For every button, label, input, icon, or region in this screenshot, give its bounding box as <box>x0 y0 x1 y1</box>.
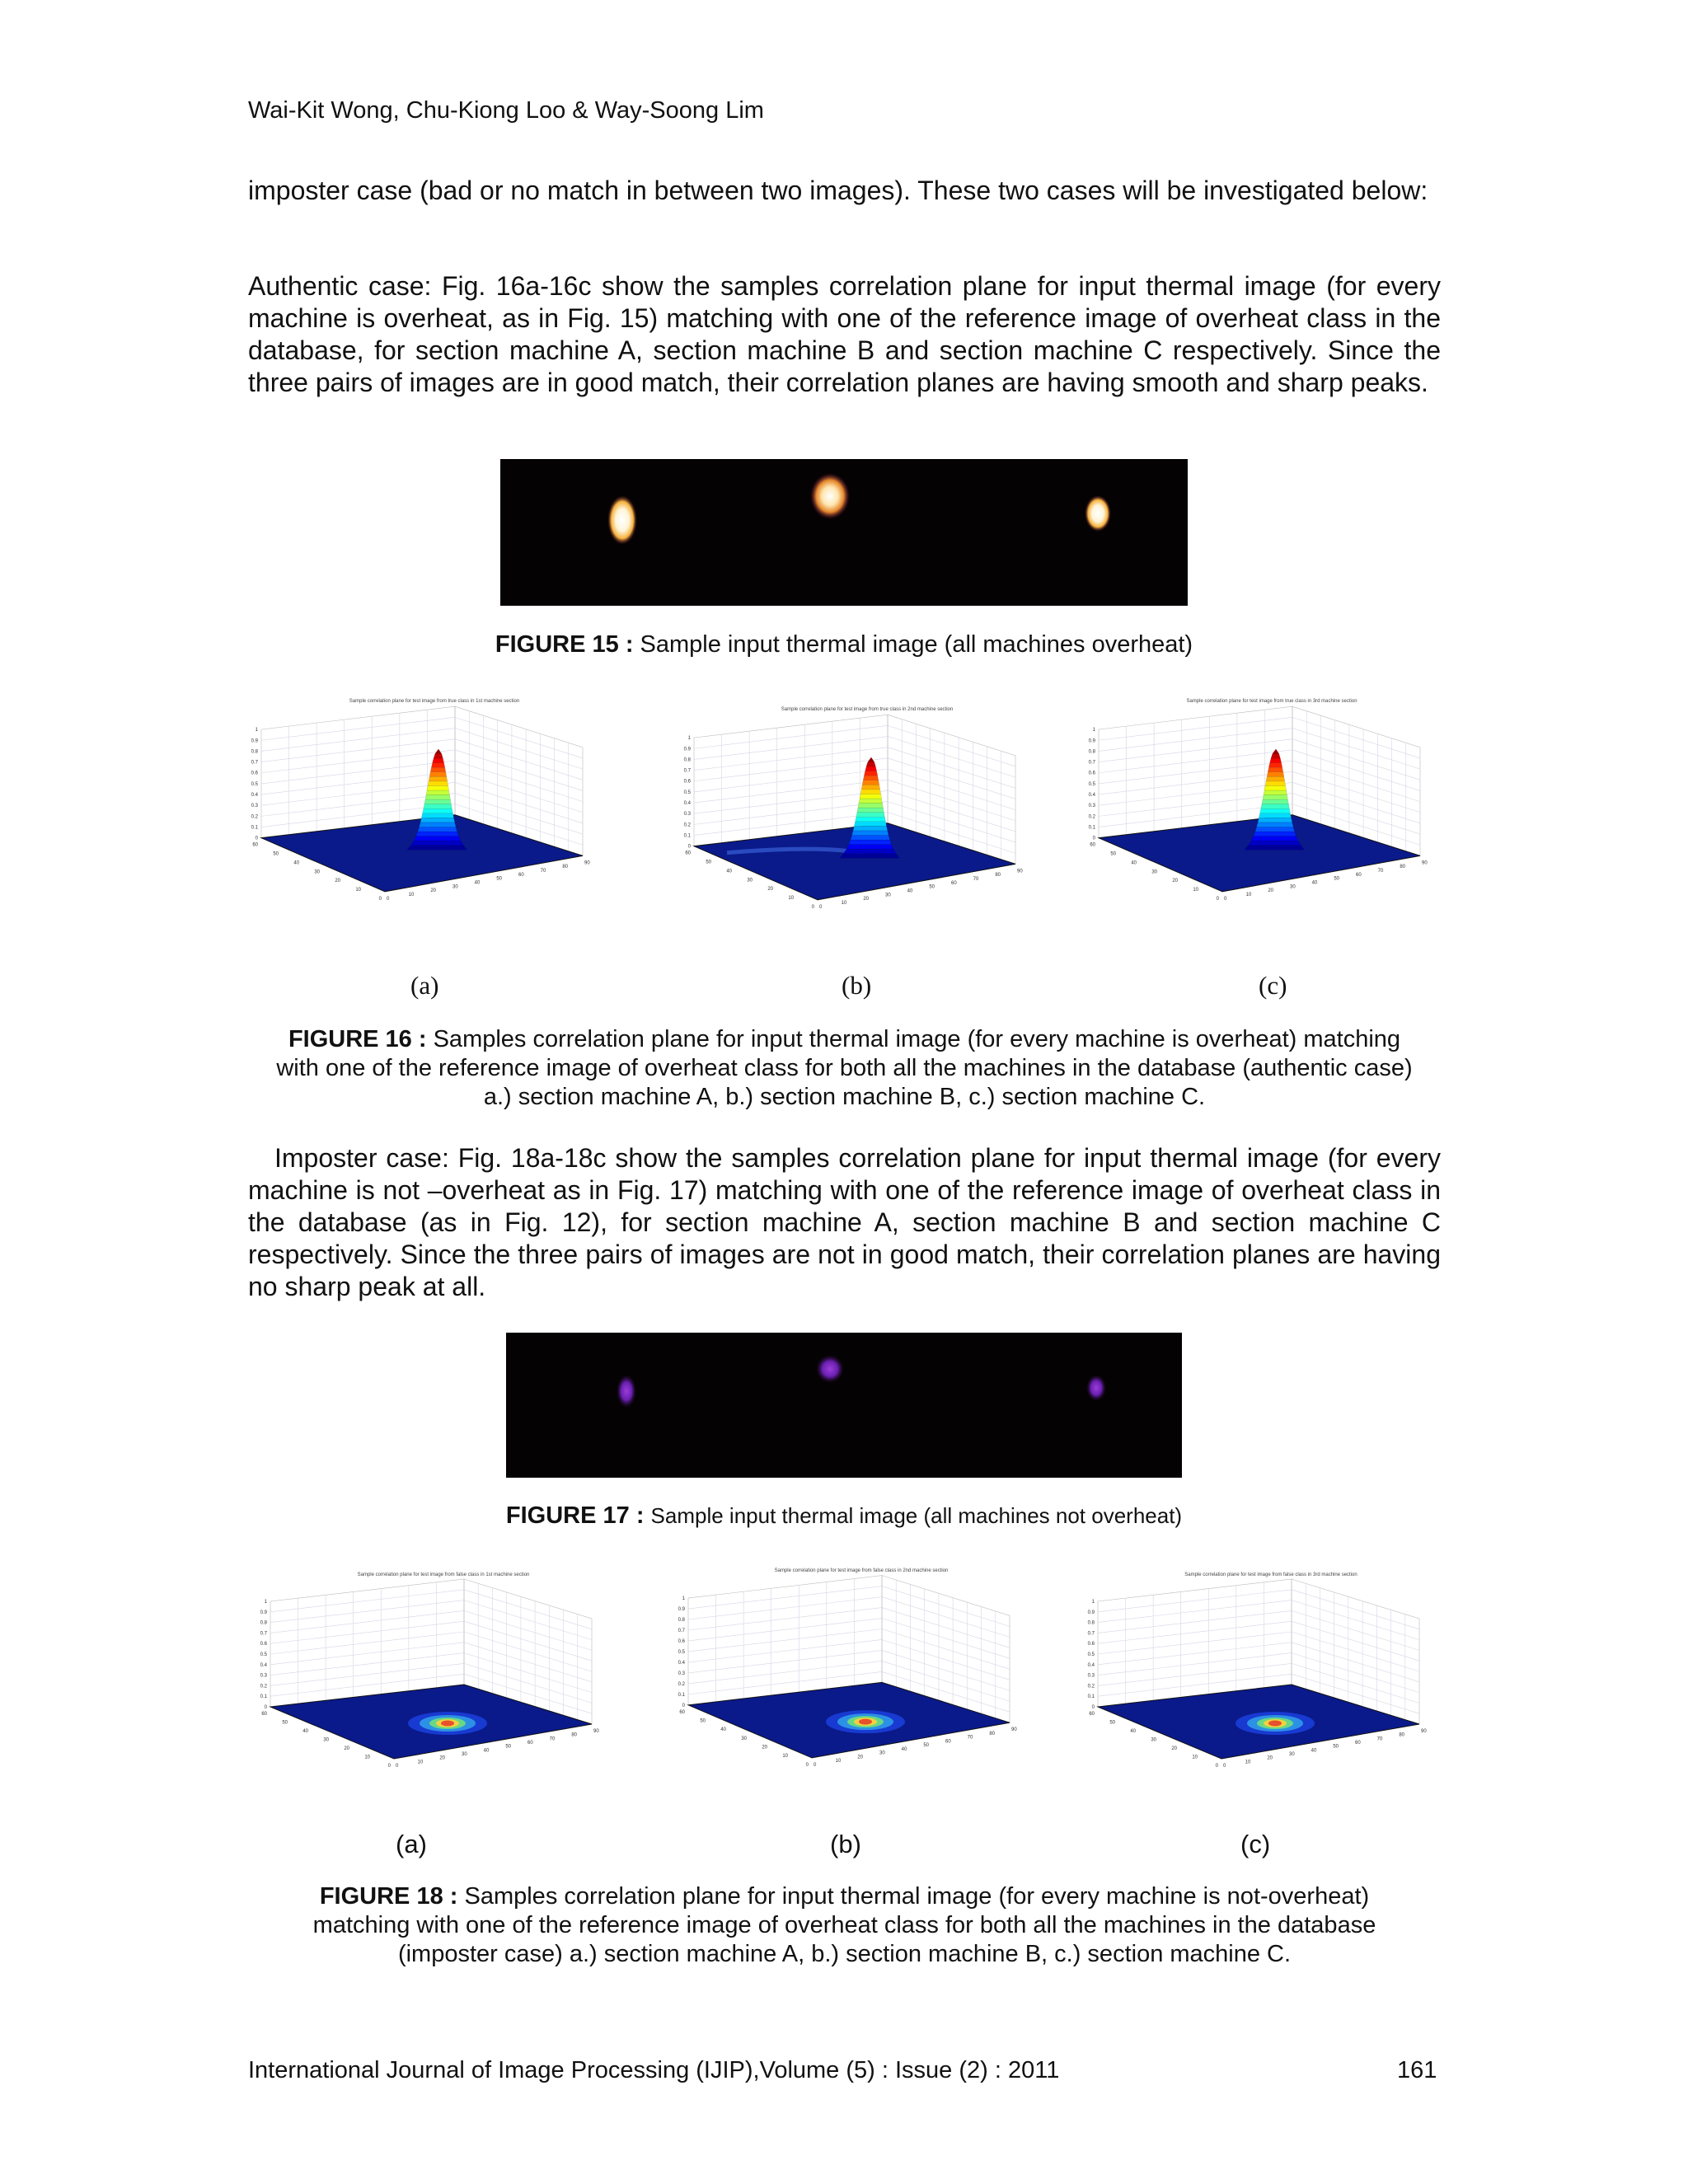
y-tick-label: 20 <box>767 887 773 893</box>
correlation-peak-band <box>866 762 875 766</box>
z-tick-label: 0.5 <box>1088 781 1095 787</box>
correlation-peak-band <box>1257 823 1294 827</box>
correlation-peak-band <box>434 753 443 758</box>
x-tick-label: 60 <box>518 872 524 878</box>
paragraph-intro: imposter case (bad or no match in between two images). These two cases will be investigated below: <box>248 176 1428 205</box>
x-tick-label: 60 <box>945 1739 951 1745</box>
figure17-caption <box>0 1502 1688 1530</box>
correlation-peak-band <box>863 776 879 780</box>
figure15-thermal-image <box>500 459 1188 606</box>
plot-title: Sample correlation plane for test image from false class in 3rd machine section <box>1184 1572 1357 1577</box>
x-tick-label: 60 <box>528 1741 533 1746</box>
y-tick-label: 50 <box>282 1720 288 1726</box>
x-tick-label: 40 <box>1311 1748 1317 1754</box>
running-header: Wai-Kit Wong, Chu-Kiong Loo & Way-Soong Lim <box>248 97 764 124</box>
figure18-label-b: (b) <box>830 1830 861 1858</box>
plot-title: Sample correlation plane for test image from false class in 2nd machine section <box>774 1568 949 1573</box>
z-tick-label: 0.3 <box>683 812 691 818</box>
x-tick-label: 50 <box>496 876 503 882</box>
correlation-peak-band <box>859 799 882 804</box>
x-tick-label: 10 <box>1245 1760 1251 1765</box>
plot-title: Sample correlation plane for test image from false class in 1st machine section <box>357 1572 530 1577</box>
z-tick-label: 0.9 <box>1087 1610 1095 1615</box>
figure16-plot-a <box>253 692 616 948</box>
correlation-peak-band <box>865 766 877 771</box>
correlation-peak-band <box>428 781 448 786</box>
z-tick-label: 1 <box>264 1600 267 1605</box>
y-tick-label: 50 <box>1110 851 1116 857</box>
correlation-peak-band <box>1248 841 1301 846</box>
x-tick-label: 70 <box>1376 1736 1383 1742</box>
y-tick-label: 0 <box>811 904 814 910</box>
correlation-peak-band <box>1251 837 1298 841</box>
correlation-peak-band <box>856 817 886 822</box>
z-tick-label: 0.7 <box>1088 760 1095 766</box>
x-tick-label: 70 <box>1377 869 1384 874</box>
correlation-peak-band <box>424 804 452 809</box>
correlation-peak-band <box>1264 790 1287 795</box>
x-tick-label: 40 <box>901 1746 907 1752</box>
correlation-peak-band <box>420 818 455 823</box>
y-tick-label: 60 <box>679 1709 685 1715</box>
x-tick-label: 40 <box>474 880 481 886</box>
correlation-peak-band <box>846 845 893 850</box>
correlation-peak-band <box>1264 785 1287 790</box>
figure16-caption <box>248 1025 1441 1112</box>
z-tick-label: 0.3 <box>1088 804 1095 809</box>
x-tick-label: 60 <box>1356 872 1362 878</box>
x-tick-label: 10 <box>417 1760 424 1765</box>
y-tick-label: 50 <box>273 851 279 857</box>
x-tick-label: 20 <box>857 1755 864 1760</box>
z-tick-label: 1 <box>682 1596 685 1602</box>
z-tick-label: 1 <box>255 728 258 733</box>
y-tick-label: 20 <box>335 879 340 884</box>
z-tick-label: 0.5 <box>678 1649 685 1655</box>
correlation-peak-band <box>862 780 879 785</box>
x-tick-label: 0 <box>814 1762 817 1768</box>
figure18-plot-a <box>262 1566 625 1813</box>
y-tick-label: 40 <box>1130 1729 1136 1734</box>
x-tick-label: 20 <box>439 1755 446 1761</box>
y-tick-label: 20 <box>1171 1746 1177 1751</box>
figure18-caption-line3: (imposter case) a.) section machine A, b.) section machine B, c.) section machine C. <box>397 1941 1292 1967</box>
z-tick-label: 0.6 <box>251 771 258 776</box>
correlation-peak-band <box>414 837 461 841</box>
x-tick-label: 80 <box>562 865 569 870</box>
correlation-peak-band <box>1267 772 1284 777</box>
z-tick-label: 0.1 <box>260 1694 267 1700</box>
x-tick-label: 50 <box>923 1743 930 1749</box>
z-tick-label: 0 <box>264 1705 267 1710</box>
correlation-peak-band <box>431 763 444 768</box>
z-tick-label: 0.9 <box>1088 738 1095 744</box>
correlation-peak-band <box>418 827 457 832</box>
y-tick-label: 60 <box>1089 1712 1095 1717</box>
y-tick-label: 30 <box>314 869 320 875</box>
x-tick-label: 10 <box>408 892 415 898</box>
paragraph-imposter-case: Imposter case: Fig. 18a-18c show the samples correlation plane for input thermal image (for every machine is not –overheat as in Fig. 17) matching with one of the reference image of overheat class in the database (as in Fig. 12), for section machine A, section machine B and section machine C respectively. Since the three pairs of images are not in good match, their correlation planes are having no sharp peak at all. <box>248 1143 1441 1301</box>
correlation-peak-band <box>858 804 883 808</box>
correlation-peak-band <box>860 790 881 794</box>
x-tick-label: 60 <box>951 880 957 886</box>
x-tick-label: 0 <box>396 1764 399 1769</box>
plot-title: Sample correlation plane for test image from true class in 1st machine section <box>349 699 520 704</box>
y-tick-label: 60 <box>1090 842 1095 848</box>
footer-journal: International Journal of Image Processing (IJIP),Volume (5) : Issue (2) : 2011 <box>248 2057 1060 2083</box>
x-tick-label: 20 <box>863 897 870 902</box>
y-tick-label: 30 <box>1151 1737 1156 1743</box>
correlation-peak-band <box>861 785 880 790</box>
z-tick-label: 1 <box>1092 728 1095 733</box>
x-tick-label: 50 <box>505 1744 512 1750</box>
z-tick-label: 0.4 <box>683 801 691 807</box>
x-tick-label: 90 <box>584 860 590 866</box>
x-tick-label: 40 <box>483 1748 490 1754</box>
figure16-label-a: (a) <box>410 971 439 1000</box>
z-tick-label: 0.4 <box>1088 793 1095 799</box>
figure17-cool-spots <box>506 1333 1182 1478</box>
correlation-peak-band <box>1265 781 1286 786</box>
machine-a-coolspot <box>617 1375 636 1408</box>
y-tick-label: 40 <box>726 869 732 874</box>
y-tick-label: 60 <box>252 842 258 848</box>
z-tick-label: 0.9 <box>251 738 258 744</box>
x-tick-label: 80 <box>571 1732 578 1738</box>
plot-title: Sample correlation plane for test image from true class in 3rd machine section <box>1186 699 1357 704</box>
z-tick-label: 0.2 <box>678 1681 685 1687</box>
z-tick-label: 0.6 <box>678 1638 685 1644</box>
z-tick-label: 0.6 <box>683 779 691 785</box>
z-tick-label: 0 <box>1092 836 1095 841</box>
correlation-peak-band <box>424 799 451 804</box>
z-tick-label: 0.2 <box>260 1684 267 1690</box>
correlation-peak-band <box>1260 808 1291 813</box>
x-tick-label: 30 <box>1290 884 1296 890</box>
x-tick-label: 20 <box>1268 888 1274 894</box>
x-tick-label: 80 <box>989 1731 996 1736</box>
correlation-peak-band <box>429 772 447 777</box>
y-tick-label: 0 <box>1215 1764 1218 1769</box>
z-tick-label: 0.7 <box>260 1631 267 1637</box>
y-tick-label: 20 <box>762 1745 767 1750</box>
figure18-label-a: (a) <box>396 1830 427 1858</box>
z-tick-label: 0.7 <box>251 760 258 766</box>
x-tick-label: 90 <box>1017 869 1023 874</box>
correlation-low-peak <box>1268 1721 1282 1727</box>
correlation-peak-band <box>843 849 896 854</box>
z-tick-label: 0.2 <box>251 814 258 820</box>
figure17-thermal-image <box>506 1333 1182 1478</box>
x-tick-label: 90 <box>1422 860 1428 866</box>
machine-b-coolspot <box>816 1355 844 1383</box>
z-tick-label: 0 <box>682 1703 685 1708</box>
x-tick-label: 90 <box>1421 1729 1427 1734</box>
figure18-label: FIGURE 18 : <box>319 1883 458 1910</box>
x-tick-label: 10 <box>841 900 847 906</box>
correlation-peak-band <box>840 854 899 859</box>
y-tick-label: 0 <box>378 896 382 902</box>
correlation-low-peak <box>441 1721 454 1727</box>
correlation-peak-band <box>420 823 457 827</box>
figure16-plot-b <box>683 701 1048 956</box>
x-tick-label: 80 <box>1400 865 1406 870</box>
z-tick-label: 0.9 <box>260 1610 267 1615</box>
z-tick-label: 0.2 <box>1088 814 1095 820</box>
x-tick-label: 70 <box>540 869 546 874</box>
machine-c-hotspot <box>1085 495 1111 532</box>
x-tick-label: 30 <box>885 893 891 898</box>
z-tick-label: 0.5 <box>251 781 258 787</box>
y-tick-label: 0 <box>805 1762 809 1768</box>
y-tick-label: 10 <box>788 895 794 901</box>
correlation-peak-band <box>1245 846 1304 851</box>
x-tick-label: 80 <box>995 873 1001 879</box>
z-tick-label: 0.3 <box>1087 1673 1095 1679</box>
z-tick-label: 0.6 <box>1087 1642 1095 1647</box>
y-tick-label: 40 <box>1131 860 1137 866</box>
correlation-peak-band <box>1259 813 1291 818</box>
x-tick-label: 40 <box>907 888 913 894</box>
figure18-plot-c <box>1087 1566 1452 1813</box>
correlation-peak-band <box>410 841 463 846</box>
y-tick-label: 40 <box>293 860 299 866</box>
x-tick-label: 10 <box>835 1759 842 1765</box>
figure18-caption-line2: matching with one of the reference image of overheat class for both all the machines in the database <box>312 1912 1376 1938</box>
x-tick-label: 30 <box>462 1752 467 1757</box>
x-tick-label: 50 <box>929 884 935 890</box>
y-tick-label: 40 <box>720 1727 726 1733</box>
z-tick-label: 0.1 <box>678 1692 685 1698</box>
z-tick-label: 0.5 <box>683 790 691 795</box>
correlation-peak-band <box>1261 804 1290 809</box>
figure17-caption-text: Sample input thermal image (all machines not overheat) <box>650 1503 1183 1528</box>
z-tick-label: 0.8 <box>251 749 258 755</box>
figure16-caption-line1: Samples correlation plane for input thermal image (for every machine is overheat) matching <box>433 1026 1401 1052</box>
z-tick-label: 0.5 <box>1087 1652 1095 1657</box>
x-tick-label: 0 <box>1224 896 1227 902</box>
y-tick-label: 30 <box>747 878 753 883</box>
z-tick-label: 0.6 <box>260 1642 267 1647</box>
figure17-label: FIGURE 17 : <box>505 1502 645 1529</box>
figure18-caption-line1: Samples correlation plane for input thermal image (for every machine is not-overheat) <box>464 1883 1370 1910</box>
machine-c-coolspot <box>1086 1375 1106 1401</box>
correlation-peak-band <box>430 767 446 772</box>
x-tick-label: 0 <box>1223 1764 1226 1769</box>
z-tick-label: 1 <box>687 736 691 742</box>
correlation-peak-band <box>1270 758 1282 763</box>
y-tick-label: 50 <box>1109 1720 1115 1726</box>
correlation-low-peak <box>859 1719 872 1725</box>
correlation-peak-band <box>1268 767 1283 772</box>
x-tick-label: 90 <box>593 1729 599 1734</box>
z-tick-label: 0.3 <box>260 1673 267 1679</box>
z-tick-label: 0.4 <box>678 1660 685 1666</box>
y-tick-label: 0 <box>1216 896 1219 902</box>
correlation-peak-band <box>407 846 467 851</box>
z-tick-label: 0.8 <box>678 1618 685 1624</box>
correlation-peak-band <box>857 808 884 813</box>
correlation-peak-band <box>1255 827 1295 832</box>
z-tick-label: 0.1 <box>1088 825 1095 831</box>
z-tick-label: 0 <box>1091 1705 1095 1710</box>
correlation-peak-band <box>851 835 890 840</box>
correlation-peak-band <box>1268 763 1282 768</box>
z-tick-label: 0.1 <box>1087 1694 1095 1700</box>
correlation-peak-band <box>852 831 889 836</box>
x-tick-label: 70 <box>967 1735 973 1741</box>
z-tick-label: 0.4 <box>260 1662 267 1668</box>
correlation-peak-band <box>1262 799 1288 804</box>
z-tick-label: 0.4 <box>251 793 258 799</box>
x-tick-label: 80 <box>1399 1732 1405 1738</box>
y-tick-label: 10 <box>1192 1755 1198 1760</box>
x-tick-label: 40 <box>1311 880 1318 886</box>
x-tick-label: 70 <box>973 877 979 883</box>
figure18-caption <box>248 1882 1441 1969</box>
y-tick-label: 0 <box>387 1764 391 1769</box>
figure15-caption-text: Sample input thermal image (all machines overheat) <box>640 631 1193 658</box>
correlation-peak-band <box>416 832 459 837</box>
correlation-peak-band <box>429 776 448 781</box>
y-tick-label: 10 <box>355 887 361 893</box>
z-tick-label: 0.2 <box>1087 1684 1095 1690</box>
figure15-caption <box>0 630 1688 659</box>
z-tick-label: 0.9 <box>678 1607 685 1613</box>
x-tick-label: 20 <box>1267 1755 1273 1761</box>
correlation-peak-band <box>854 822 886 827</box>
figure15-label: FIGURE 15 : <box>495 631 634 658</box>
figure16-label: FIGURE 16 : <box>288 1026 427 1052</box>
figure16-label-b: (b) <box>842 971 872 1000</box>
correlation-peak-band <box>433 758 444 763</box>
correlation-peak-band <box>849 840 892 845</box>
x-tick-label: 10 <box>1245 892 1252 898</box>
x-tick-label: 30 <box>879 1750 885 1756</box>
y-tick-label: 30 <box>1151 869 1157 875</box>
x-tick-label: 30 <box>1289 1752 1295 1757</box>
x-tick-label: 20 <box>430 888 437 894</box>
correlation-peak-band <box>426 790 449 795</box>
z-tick-label: 0.8 <box>1088 749 1095 755</box>
y-tick-label: 10 <box>782 1754 788 1760</box>
plot-title: Sample correlation plane for test image from true class in 2nd machine section <box>781 707 954 712</box>
y-tick-label: 20 <box>344 1746 349 1751</box>
z-tick-label: 0.8 <box>260 1620 267 1626</box>
x-tick-label: 90 <box>1011 1727 1017 1733</box>
correlation-peak-band <box>864 771 877 776</box>
z-tick-label: 0.7 <box>1087 1631 1095 1637</box>
x-tick-label: 60 <box>1355 1741 1361 1746</box>
machine-a-hotspot <box>607 495 637 545</box>
correlation-peak-band <box>1271 753 1280 758</box>
x-tick-label: 0 <box>387 896 390 902</box>
figure15-hot-spots <box>500 459 1188 606</box>
y-tick-label: 40 <box>302 1729 308 1734</box>
correlation-peak-band <box>421 813 453 818</box>
correlation-peak-band <box>1266 776 1285 781</box>
y-tick-label: 30 <box>323 1737 329 1743</box>
correlation-peak-band <box>853 826 888 831</box>
z-tick-label: 0.9 <box>683 747 691 752</box>
z-tick-label: 0.8 <box>683 757 691 763</box>
y-tick-label: 50 <box>706 860 711 865</box>
correlation-peak-band <box>1254 832 1296 837</box>
x-tick-label: 70 <box>549 1736 556 1742</box>
machine-b-hotspot <box>810 473 850 519</box>
y-tick-label: 60 <box>685 851 691 856</box>
figure18-label-c: (c) <box>1240 1830 1271 1858</box>
footer-page-number: 161 <box>1397 2057 1437 2083</box>
figure16-label-c: (c) <box>1259 971 1287 1000</box>
x-tick-label: 50 <box>1334 876 1340 882</box>
y-tick-label: 10 <box>1193 887 1198 893</box>
figure16-caption-line2: with one of the reference image of overheat class for both all the machines in the database (authentic case) <box>276 1055 1413 1081</box>
y-tick-label: 10 <box>364 1755 370 1760</box>
z-tick-label: 0 <box>255 836 258 841</box>
z-tick-label: 0.3 <box>678 1671 685 1676</box>
z-tick-label: 0.3 <box>251 804 258 809</box>
y-tick-label: 30 <box>741 1736 747 1741</box>
z-tick-label: 0.6 <box>1088 771 1095 776</box>
correlation-peak-band <box>423 808 453 813</box>
y-tick-label: 50 <box>700 1718 706 1724</box>
figure16-caption-line3: a.) section machine A, b.) section machine B, c.) section machine C. <box>483 1084 1206 1110</box>
x-tick-label: 30 <box>452 884 458 890</box>
correlation-peak-band <box>425 795 450 800</box>
paragraph-authentic-case: Authentic case: Fig. 16a-16c show the samples correlation plane for input thermal image (for every machine is overheat, as in Fig. 15) matching with one of the reference image of overheat class in the database, for section machine A, section machine B and section machine C respectively. Since the three pairs of images are in good match, their correlation planes are having smooth and sharp peaks. <box>248 271 1441 397</box>
z-tick-label: 0.7 <box>678 1628 685 1633</box>
x-tick-label: 0 <box>819 904 823 910</box>
correlation-peak-band <box>1263 795 1287 800</box>
z-tick-label: 0.2 <box>683 823 691 828</box>
figure18-plot-b <box>680 1562 1043 1813</box>
y-tick-label: 20 <box>1172 879 1178 884</box>
z-tick-label: 0.1 <box>683 833 691 839</box>
z-tick-label: 0.5 <box>260 1652 267 1657</box>
z-tick-label: 0.4 <box>1087 1662 1095 1668</box>
z-tick-label: 0.7 <box>683 768 691 774</box>
x-tick-label: 50 <box>1333 1744 1339 1750</box>
correlation-peak-band <box>860 794 882 799</box>
correlation-peak-band <box>856 813 885 818</box>
z-tick-label: 0.1 <box>251 825 258 831</box>
correlation-peak-band <box>427 785 449 790</box>
z-tick-label: 1 <box>1091 1600 1095 1605</box>
z-tick-label: 0.8 <box>1087 1620 1095 1626</box>
correlation-peak-band <box>1258 818 1292 823</box>
y-tick-label: 60 <box>261 1712 267 1717</box>
z-tick-label: 0 <box>687 844 691 850</box>
figure16-plot-c <box>1090 692 1453 948</box>
